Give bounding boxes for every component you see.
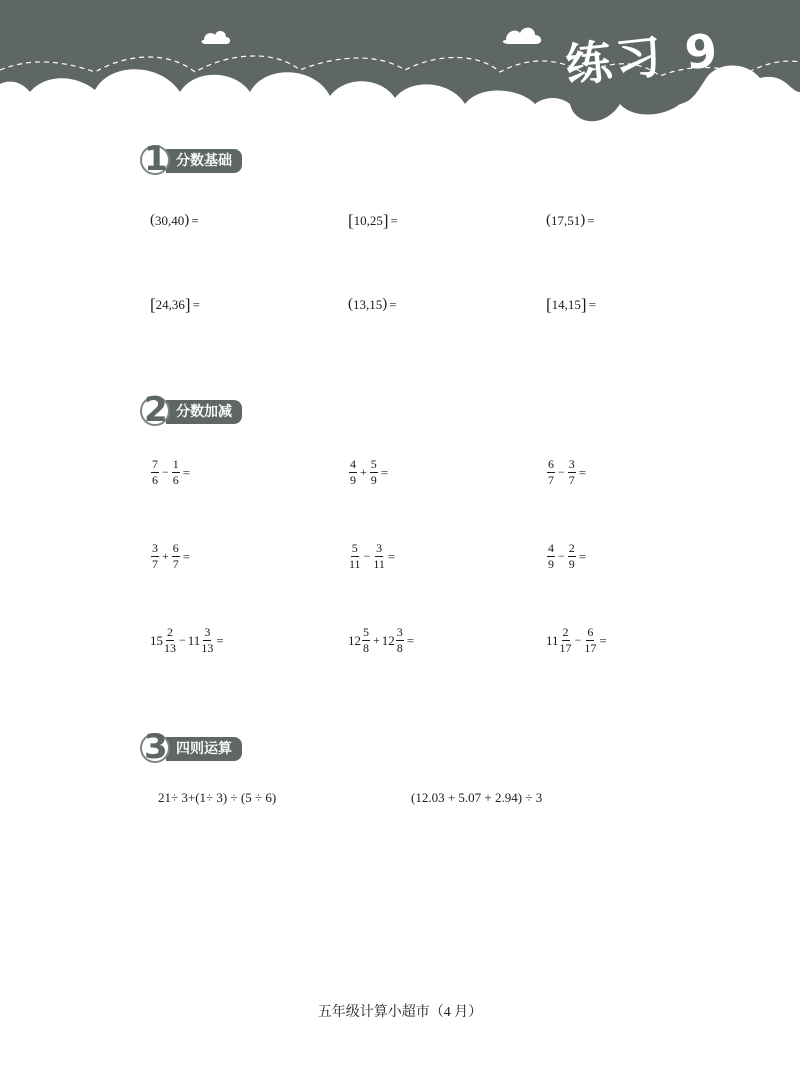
lcm-problem: [ 24 , 36 ] = [150,295,200,314]
mixed-fraction-problem: 11 $\frac{2}{17}$ − $\frac{6}{17}$ = [546,625,607,655]
section-1-number: 1 [144,139,168,179]
fraction-problem: $\frac{7}{6}$ − $\frac{1}{6}$ = [152,457,191,487]
fraction-problem: $\frac{6}{7}$ − $\frac{3}{7}$ = [548,457,587,487]
page-footer: 五年级计算小超市（4 月） [317,1005,483,1020]
fraction-problem: $\frac{5}{11}$ − $\frac{3}{11}$ = [349,541,396,571]
section-1-title: 分数基础 [166,149,242,173]
section-3-title: 四则运算 [166,737,242,761]
lcm-problem: [ 14 , 15 ] = [546,295,596,314]
fraction-problem: $\frac{4}{9}$ + $\frac{5}{9}$ = [350,457,389,487]
fraction-problem: $\frac{4}{9}$ − $\frac{2}{9}$ = [548,541,587,571]
arithmetic-problem: 21÷ 3+(1÷ 3) ÷ (5 ÷ 6) [158,790,277,805]
page-title: 练习 9 [562,22,724,93]
gcd-problem: ( 13 , 15 ) = [348,296,397,312]
section-2-title: 分数加减 [166,400,242,424]
header-banner [0,0,800,140]
gcd-problem: ( 17 , 51 ) = [546,212,595,228]
lcm-problem: [ 10 , 25 ] = [348,211,398,230]
gcd-problem: ( 30 , 40 ) = [150,212,199,228]
arithmetic-problem: (12.03 + 5.07 + 2.94) ÷ 3 [411,790,543,805]
fraction-problem: $\frac{3}{7}$ + $\frac{6}{7}$ = [152,541,191,571]
mixed-fraction-problem: 15 $\frac{2}{13}$ − 11 $\frac{3}{13}$ = [150,625,224,655]
mixed-fraction-problem: 12 $\frac{5}{8}$ + 12 $\frac{3}{8}$ = [348,625,415,655]
section-3-number: 3 [144,727,168,767]
section-2-number: 2 [144,390,168,430]
